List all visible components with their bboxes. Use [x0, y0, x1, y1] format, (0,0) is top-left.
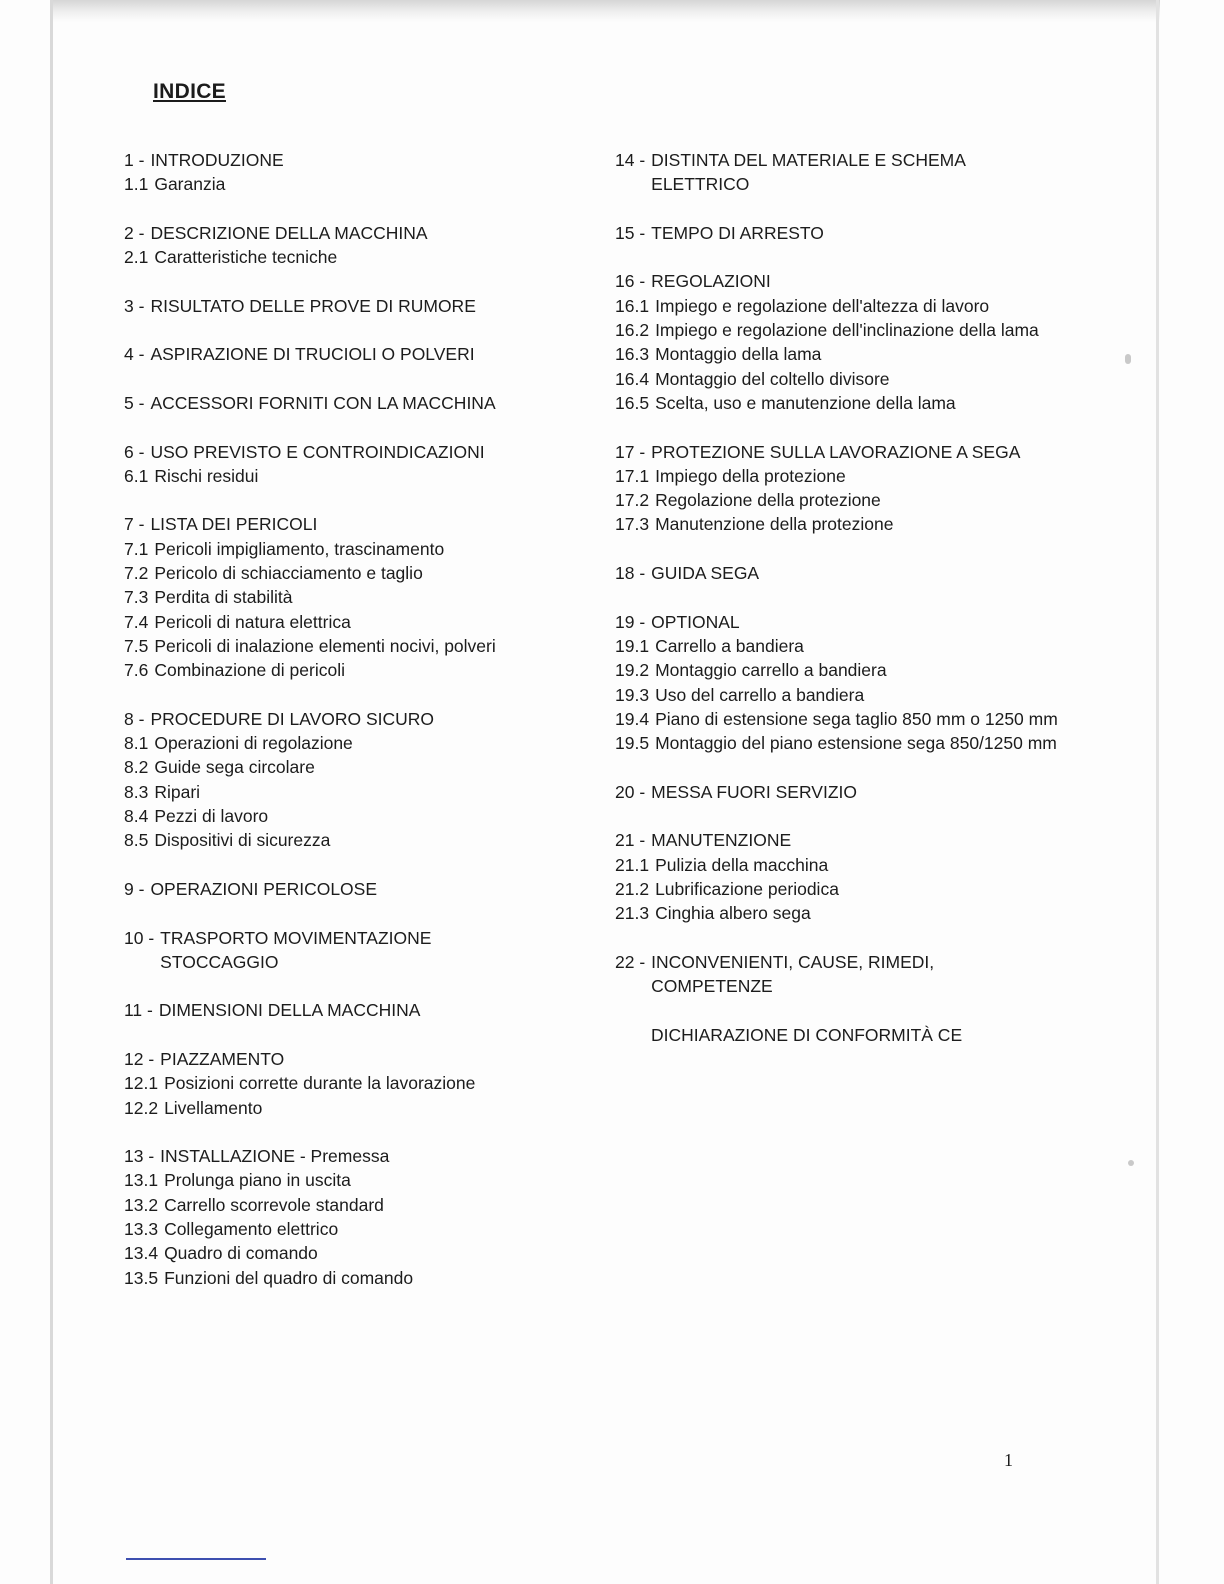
section-title: RISULTATO DELLE PROVE DI RUMORE: [150, 295, 476, 316]
section-title: REGOLAZIONI: [651, 271, 771, 292]
section-number: 14 -: [615, 150, 646, 170]
toc-section-heading: [124, 342, 594, 366]
toc-subsection: [615, 512, 1115, 536]
scan-speck: [1125, 354, 1131, 364]
subsection-title: Pericoli impigliamento, trascinamento: [154, 538, 445, 559]
subsection-number: 8.3: [124, 781, 149, 802]
toc-section: [124, 148, 594, 197]
subsection-title: Garanzia: [154, 174, 226, 195]
section-number: 20 -: [615, 781, 646, 802]
subsection-number: 17.2: [615, 490, 650, 511]
toc-section: [124, 1047, 594, 1120]
toc-section-heading: [124, 1144, 594, 1168]
subsection-title: Scelta, uso e manutenzione della lama: [655, 392, 956, 413]
subsection-number: 8.2: [124, 757, 149, 778]
toc-subsection: [615, 342, 1115, 366]
subsection-title: Manutenzione della protezione: [655, 514, 894, 535]
subsection-number: 13.1: [124, 1170, 159, 1191]
subsection-number: 13.2: [124, 1194, 159, 1215]
subsection-title: Montaggio carrello a bandiera: [655, 660, 887, 681]
section-title: DIMENSIONI DELLA MACCHINA: [158, 1000, 421, 1021]
toc-section: [615, 780, 1115, 804]
toc-subsection: [124, 245, 594, 269]
section-title: TEMPO DI ARRESTO: [651, 222, 824, 243]
subsection-number: 17.1: [615, 465, 650, 486]
toc-section-heading: [124, 707, 594, 731]
toc-section: [124, 1144, 594, 1290]
section-title: TRASPORTO MOVIMENTAZIONE STOCCAGGIO: [160, 927, 432, 972]
toc-subsection: [615, 683, 1115, 707]
section-title: PIAZZAMENTO: [160, 1048, 285, 1069]
toc-subsection: [124, 828, 594, 852]
toc-section-heading: [615, 221, 1115, 245]
toc-subsection: [615, 877, 1115, 901]
toc-section-heading: [615, 440, 1115, 464]
toc-section: [124, 998, 594, 1022]
toc-subsection: [124, 172, 594, 196]
toc-section: [615, 561, 1115, 585]
subsection-number: 12.1: [124, 1073, 159, 1094]
toc-section-heading: [124, 877, 594, 901]
toc-subsection: [124, 561, 594, 585]
subsection-number: 8.5: [124, 830, 149, 851]
subsection-title: Impiego e regolazione dell'altezza di lavoro: [655, 295, 990, 316]
toc-subsection: [124, 464, 594, 488]
subsection-title: Prolunga piano in uscita: [164, 1170, 351, 1191]
section-title: OPERAZIONI PERICOLOSE: [150, 878, 378, 899]
toc-section-heading: [615, 269, 1115, 293]
toc-subsection: [615, 464, 1115, 488]
subsection-title: Pericolo di schiacciamento e taglio: [154, 563, 423, 584]
toc-subsection: [124, 1168, 594, 1192]
section-number: 2 -: [124, 222, 145, 243]
subsection-title: Operazioni di regolazione: [154, 733, 353, 754]
section-number: 1 -: [124, 150, 145, 170]
section-title: ACCESSORI FORNITI CON LA MACCHINA: [150, 392, 496, 413]
section-title: INCONVENIENTI, CAUSE, RIMEDI, COMPETENZE: [651, 951, 935, 997]
subsection-title: Lubrificazione periodica: [655, 878, 839, 899]
section-number: 3 -: [124, 295, 145, 316]
subsection-number: 13.5: [124, 1267, 159, 1288]
toc-section: [615, 950, 1115, 999]
subsection-title: Impiego della protezione: [655, 465, 846, 486]
toc-subsection: [124, 804, 594, 828]
subsection-title: Guide sega circolare: [154, 757, 315, 778]
toc-subsection: [615, 634, 1115, 658]
toc-section: [124, 877, 594, 901]
section-number: 22 -: [615, 951, 646, 972]
toc-section-heading: [615, 780, 1115, 804]
toc-subsection: [124, 1096, 594, 1120]
subsection-title: Pulizia della macchina: [655, 854, 829, 875]
subsection-title: Carrello a bandiera: [655, 635, 804, 656]
toc-section: [124, 707, 594, 853]
section-title: MESSA FUORI SERVIZIO: [651, 781, 857, 802]
toc-section-heading: [124, 221, 594, 245]
toc-subsection: [615, 367, 1115, 391]
toc-subsection: [615, 731, 1115, 755]
toc-subsection: [124, 1071, 594, 1095]
toc-subsection: [615, 658, 1115, 682]
toc-section: [124, 342, 594, 366]
subsection-title: Cinghia albero sega: [655, 903, 811, 924]
section-title: OPTIONAL: [651, 611, 740, 632]
subsection-number: 6.1: [124, 465, 149, 486]
section-title: INTRODUZIONE: [150, 150, 284, 170]
section-title: DICHIARAZIONE DI CONFORMITÀ CE: [651, 1024, 963, 1045]
section-title: ASPIRAZIONE DI TRUCIOLI O POLVERI: [150, 344, 475, 365]
section-number: 12 -: [124, 1048, 155, 1069]
subsection-title: Collegamento elettrico: [164, 1219, 339, 1240]
subsection-title: Combinazione di pericoli: [154, 660, 345, 681]
subsection-number: 8.1: [124, 733, 149, 754]
subsection-number: 19.2: [615, 660, 650, 681]
subsection-number: 2.1: [124, 247, 149, 268]
subsection-number: 16.1: [615, 295, 650, 316]
toc-right-column: [615, 148, 1115, 1071]
subsection-title: Uso del carrello a bandiera: [655, 684, 865, 705]
subsection-number: 16.4: [615, 368, 650, 389]
subsection-number: 17.3: [615, 514, 650, 535]
subsection-number: 16.5: [615, 392, 650, 413]
toc-subsection: [124, 585, 594, 609]
subsection-number: 7.1: [124, 538, 149, 559]
section-number: 11 -: [124, 1000, 153, 1021]
section-number: 21 -: [615, 830, 646, 851]
toc-section: [124, 391, 594, 415]
scan-edge-left: [50, 0, 53, 1584]
section-number: [615, 1023, 645, 1047]
toc-section-heading: [615, 610, 1115, 634]
section-number: 5 -: [124, 392, 145, 413]
bottom-rule: [126, 1558, 266, 1560]
subsection-number: 21.2: [615, 878, 650, 899]
toc-section-heading: [124, 998, 594, 1022]
section-title: PROCEDURE DI LAVORO SICURO: [150, 708, 435, 729]
toc-subsection: [124, 731, 594, 755]
subsection-number: 7.6: [124, 660, 149, 681]
toc-subsection: [615, 707, 1115, 731]
subsection-number: 16.3: [615, 344, 650, 365]
toc-subsection: [124, 1217, 594, 1241]
section-number: 18 -: [615, 563, 646, 584]
section-number: 10 -: [124, 927, 155, 948]
section-title: INSTALLAZIONE - Premessa: [160, 1146, 390, 1167]
subsection-title: Montaggio del coltello divisore: [655, 368, 890, 389]
toc-section-heading: [124, 148, 594, 172]
toc-subsection: [124, 1266, 594, 1290]
toc-section: [615, 269, 1115, 415]
section-number: 9 -: [124, 878, 145, 899]
subsection-number: 7.2: [124, 563, 149, 584]
page-title: INDICE: [153, 80, 226, 103]
section-number: 16 -: [615, 271, 646, 292]
toc-section: [615, 610, 1115, 756]
subsection-title: Dispositivi di sicurezza: [154, 830, 331, 851]
subsection-title: Pericoli di natura elettrica: [154, 611, 351, 632]
subsection-number: 8.4: [124, 806, 149, 827]
toc-subsection: [124, 537, 594, 561]
section-number: 15 -: [615, 222, 646, 243]
section-title: PROTEZIONE SULLA LAVORAZIONE A SEGA: [651, 441, 1021, 462]
page-number: 1: [1004, 1450, 1013, 1470]
section-title: DESCRIZIONE DELLA MACCHINA: [150, 222, 428, 243]
section-title: GUIDA SEGA: [651, 563, 760, 584]
subsection-number: 7.4: [124, 611, 149, 632]
toc-section: [124, 221, 594, 270]
toc-section: [615, 221, 1115, 245]
toc-subsection: [615, 901, 1115, 925]
toc-subsection: [124, 634, 594, 658]
toc-section-heading: [615, 950, 1115, 999]
subsection-title: Caratteristiche tecniche: [154, 247, 338, 268]
section-number: 7 -: [124, 514, 145, 535]
toc-section: [124, 440, 594, 489]
toc-section-heading: [124, 926, 594, 975]
subsection-title: Perdita di stabilità: [154, 587, 293, 608]
toc-section-heading: [615, 1023, 1115, 1047]
toc-subsection: [124, 610, 594, 634]
subsection-title: Rischi residui: [154, 465, 259, 486]
subsection-number: 19.3: [615, 684, 650, 705]
subsection-title: Carrello scorrevole standard: [164, 1194, 384, 1215]
section-title: USO PREVISTO E CONTROINDICAZIONI: [150, 441, 485, 462]
subsection-title: Montaggio della lama: [655, 344, 822, 365]
toc-section-heading: [124, 512, 594, 536]
toc-section: [615, 828, 1115, 925]
subsection-title: Pezzi di lavoro: [154, 806, 269, 827]
toc-section: [615, 440, 1115, 537]
section-number: 17 -: [615, 441, 646, 462]
subsection-title: Piano di estensione sega taglio 850 mm o 1250 mm: [655, 708, 1058, 729]
subsection-title: Ripari: [154, 781, 201, 802]
subsection-number: 19.4: [615, 708, 650, 729]
section-title: LISTA DEI PERICOLI: [150, 514, 318, 535]
toc-subsection: [124, 1193, 594, 1217]
subsection-number: 16.2: [615, 320, 650, 341]
scan-edge-right: [1156, 0, 1159, 1584]
section-number: 4 -: [124, 344, 145, 365]
scan-speck: [1128, 1160, 1134, 1166]
subsection-number: 12.2: [124, 1097, 159, 1118]
subsection-title: Funzioni del quadro di comando: [164, 1267, 414, 1288]
toc-subsection: [124, 1241, 594, 1265]
subsection-title: Impiego e regolazione dell'inclinazione della lama: [655, 320, 1039, 341]
toc-subsection: [615, 391, 1115, 415]
subsection-title: Quadro di comando: [164, 1243, 318, 1264]
toc-section-heading: [615, 561, 1115, 585]
toc-section-heading: [615, 148, 1115, 197]
subsection-number: 19.5: [615, 733, 650, 754]
subsection-number: 21.1: [615, 854, 650, 875]
subsection-title: Regolazione della protezione: [655, 490, 881, 511]
toc-section-heading: [124, 440, 594, 464]
toc-subsection: [124, 658, 594, 682]
toc-section: [124, 926, 594, 975]
toc-section: [615, 1023, 1115, 1047]
subsection-number: 13.3: [124, 1219, 159, 1240]
subsection-number: 1.1: [124, 174, 149, 195]
toc-section-heading: [124, 391, 594, 415]
section-number: 13 -: [124, 1146, 155, 1167]
subsection-number: 21.3: [615, 903, 650, 924]
scan-shadow-top: [50, 0, 1160, 22]
subsection-number: 7.5: [124, 635, 149, 656]
toc-left-column: [124, 148, 594, 1314]
toc-section: [124, 294, 594, 318]
section-number: 6 -: [124, 441, 145, 462]
subsection-title: Pericoli di inalazione elementi nocivi, polveri: [154, 635, 496, 656]
subsection-number: 13.4: [124, 1243, 159, 1264]
toc-section: [124, 512, 594, 682]
toc-subsection: [615, 853, 1115, 877]
toc-subsection: [615, 294, 1115, 318]
toc-section-heading: [124, 1047, 594, 1071]
subsection-title: Livellamento: [164, 1097, 263, 1118]
subsection-title: Montaggio del piano estensione sega 850/1250 mm: [655, 733, 1057, 754]
toc-subsection: [124, 755, 594, 779]
toc-subsection: [124, 780, 594, 804]
toc-subsection: [615, 318, 1115, 342]
subsection-number: 19.1: [615, 635, 650, 656]
section-title: MANUTENZIONE: [651, 830, 792, 851]
section-number: 8 -: [124, 708, 145, 729]
section-title: DISTINTA DEL MATERIALE E SCHEMA ELETTRICO: [651, 150, 966, 195]
subsection-number: 7.3: [124, 587, 149, 608]
toc-section-heading: [615, 828, 1115, 852]
toc-section: [615, 148, 1115, 197]
subsection-title: Posizioni corrette durante la lavorazione: [164, 1073, 476, 1094]
toc-section-heading: [124, 294, 594, 318]
section-number: 19 -: [615, 611, 646, 632]
toc-subsection: [615, 488, 1115, 512]
